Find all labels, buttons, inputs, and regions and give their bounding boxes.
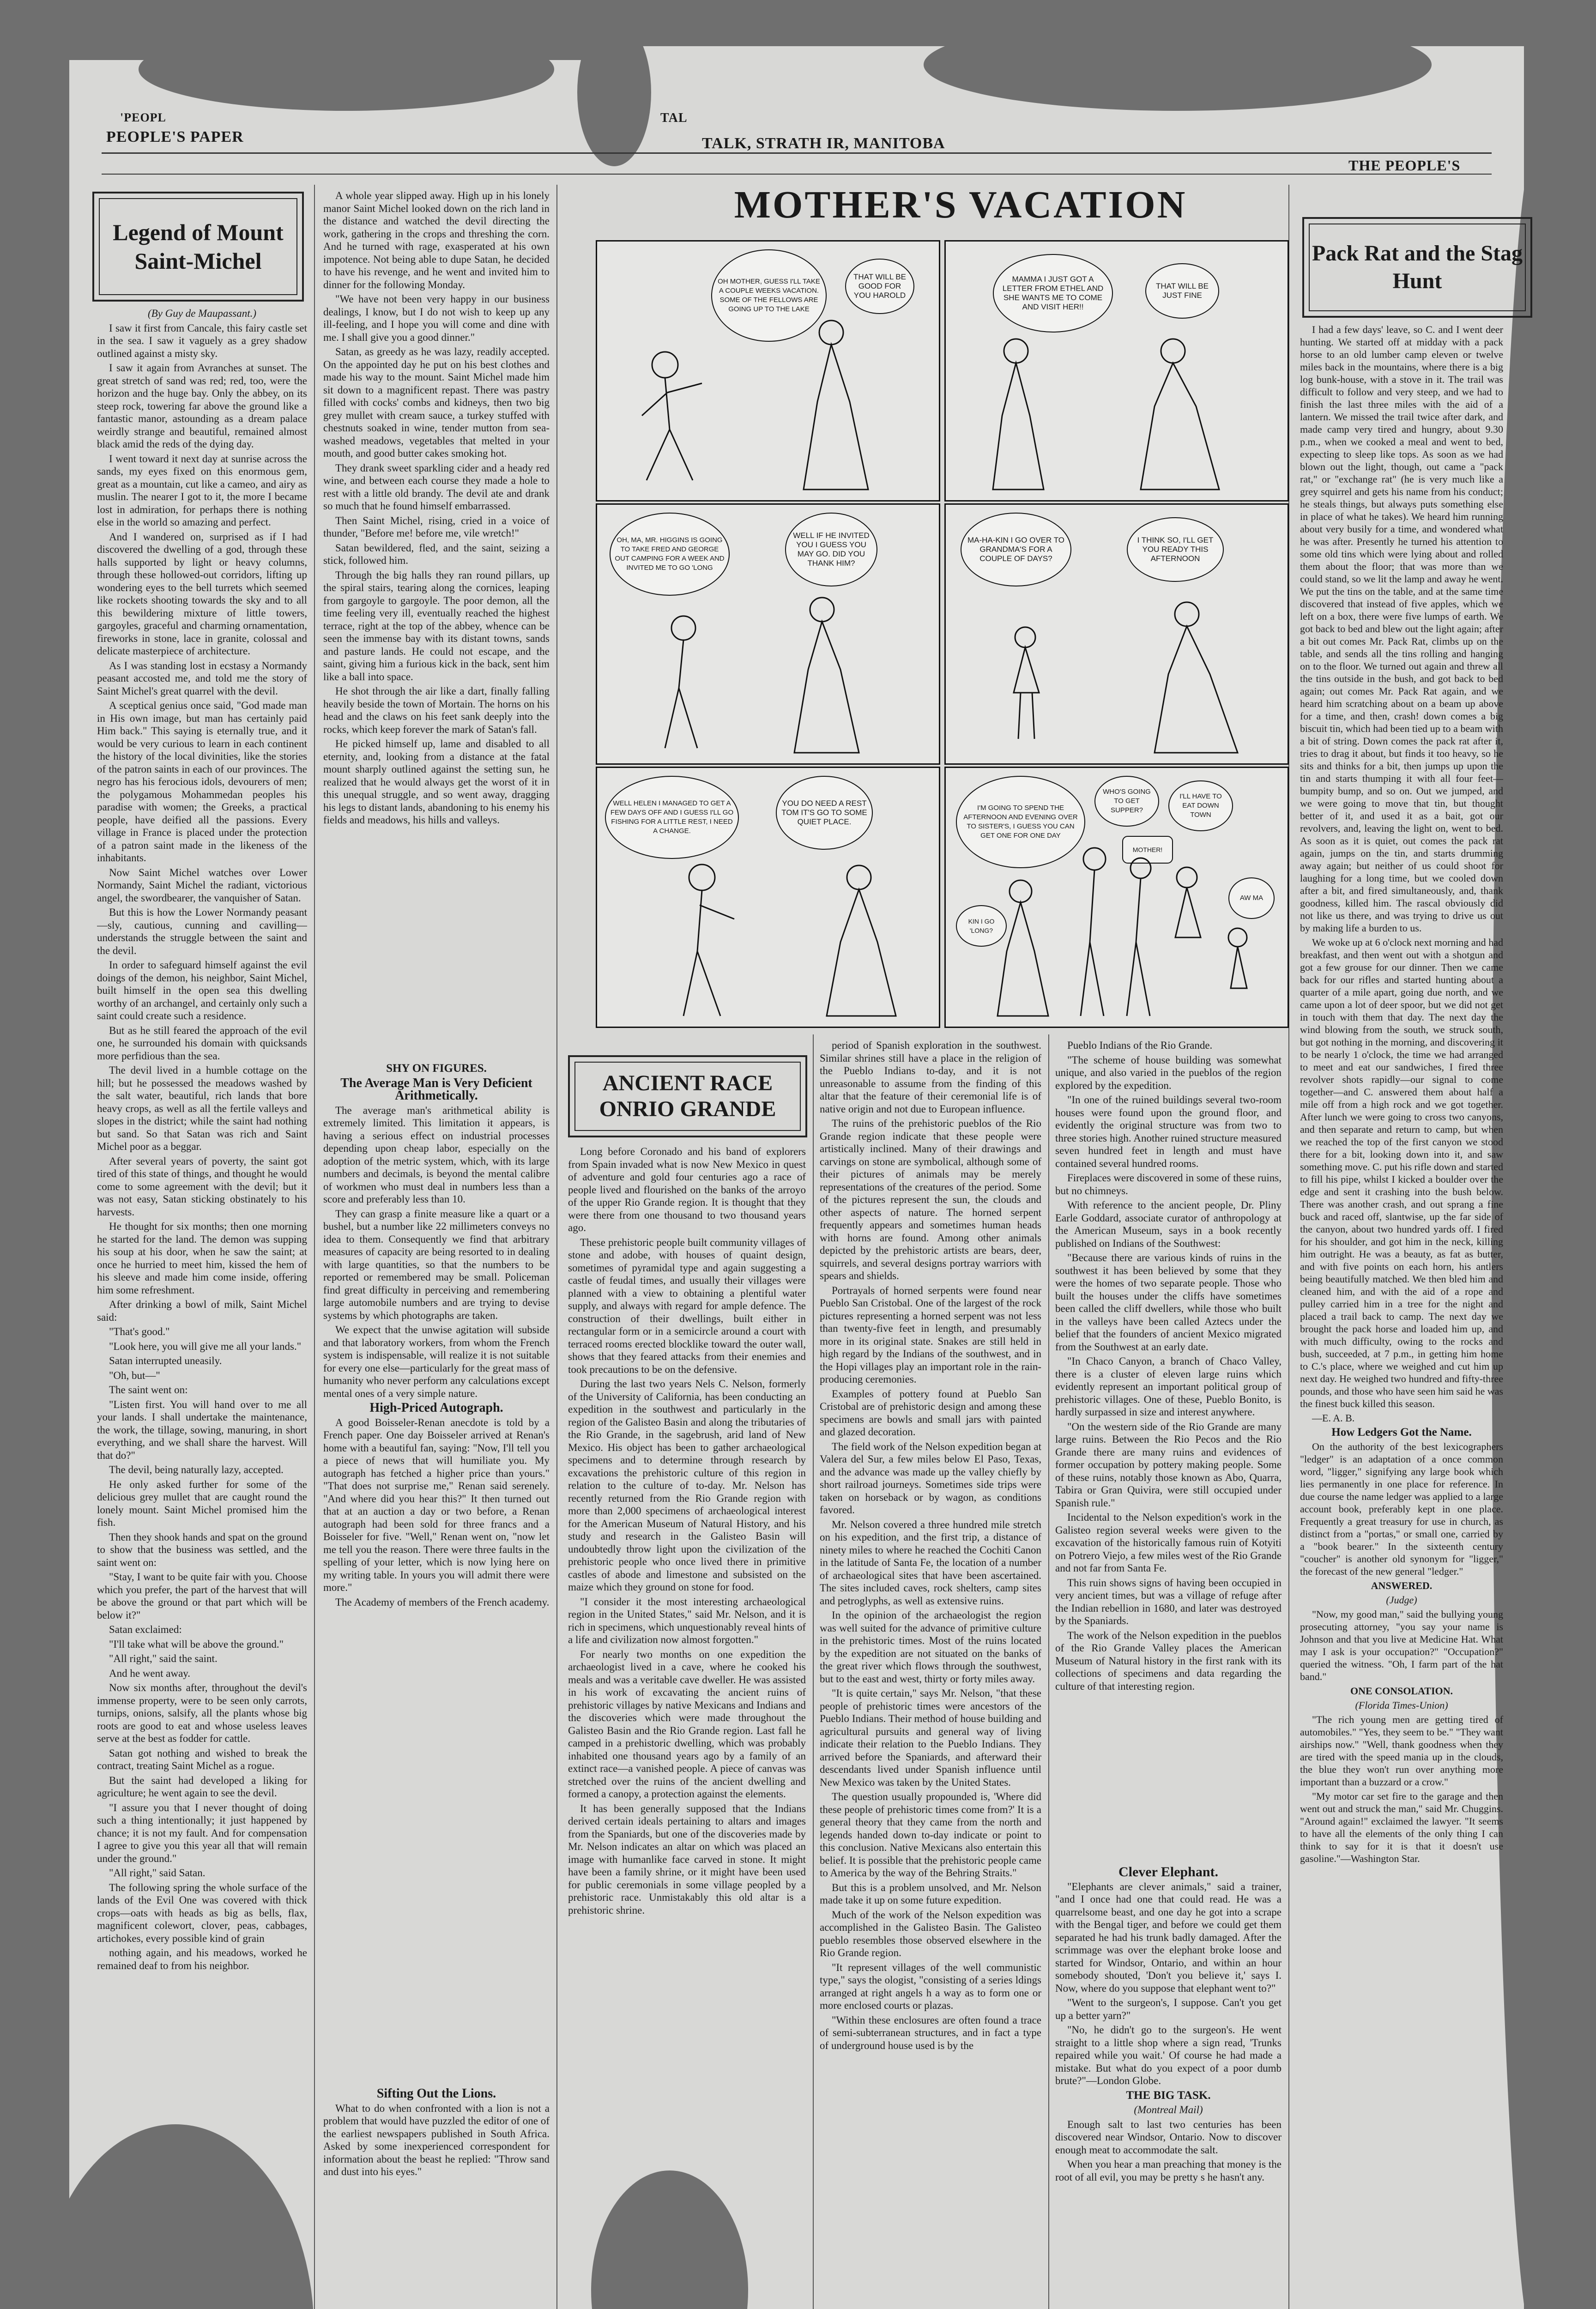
paragraph: During the last two years Nels C. Nelson, formerly of the University of California, has been conducting an expedition in the southwest and particularly in the region of the Galisteo Basin and along the tributaries of the Rio Grande, in the sagebrush, arid land of New Mexico. His object has been to gather archaeological specimens and to determine through research by excavations the prehistoric culture of this region in relation to the culture of to-day. Mr. Nelson has recently returned from the Rio Grande region with more than 2,000 specimens of archaeological interest for the American Museum of Natural History, and his study and research in the Galisteo Basin will undoubtedly throw light upon the civilization of the prehistoric people who once lived there in primitive castles of abode and limestone and subsisted on the maize which they ground on stone for food. — [568, 1378, 806, 1593]
paragraph: Now six months after, throughout the devil's immense property, were to be seen only carrots, turnips, onions, salsify, all the plants whose big roots are good to eat and whose useless leaves serve at the best as fodder for cattle. — [97, 1682, 307, 1744]
comic-title: MOTHER'S VACATION — [734, 183, 1187, 226]
paragraph: This ruin shows signs of having been occupied in very ancient times, but was a village of refuge after the Indian rebellion in 1680, and later was destroyed by the Spaniards. — [1055, 1577, 1282, 1626]
figure-head — [1177, 867, 1197, 888]
elephant-title: Clever Elephant. — [1118, 1866, 1219, 1880]
speech-balloon: WHO'S GOING TO GET SUPPER? — [1094, 776, 1159, 827]
paragraph: "Oh, but—" — [109, 1369, 160, 1381]
autograph-body — [323, 1416, 550, 1609]
figure-body — [683, 890, 734, 1016]
paragraph: They can grasp a finite measure like a quart or a bushel, but a number like 22 millimeters conveys no idea to them. Consequently we find that arbitrary measures of capacity are being resorted to in dealing with large quantities, so that the numbers to be reported or remembered may be small. Policeman find great difficulty in perceiving and remembering large automobile numbers and are trying to devise systems by which photographs are taken. — [323, 1208, 550, 1321]
ancient-title-box — [568, 1055, 807, 1137]
paragraph: period of Spanish exploration in the southwest. Similar shrines still have a place in the religion of the Pueblo Indians to-day, and it is not unreasonable to assume from the finding of this altar that the feature of their ceremonial life is of native origin and not due to European influence. — [820, 1040, 1041, 1115]
speech-balloon: WELL HELEN I MANAGED TO GET A FEW DAYS OFF AND I GUESS I'LL GO FISHING FOR A LITTLE REST, I NEED A CHANGE. — [605, 776, 739, 859]
paragraph: In the opinion of the archaeologist the region was well suited for the advance of primitive culture in the prehistoric times. Most of the ruins located by the expedition are not situated on the banks of the great river which flows through the southwest, but to the east and west, thirty or forty miles away. — [820, 1609, 1041, 1685]
elephant-body — [1055, 1880, 1282, 2087]
figures-subtitle: The Average Man is Very Deficient Arithmetically. — [340, 1076, 532, 1103]
lions-title: Sifting Out the Lions. — [376, 2087, 496, 2101]
packrat-title-box — [1302, 217, 1532, 318]
paragraph: In order to safeguard himself against the evil doings of the demon, his neighbor, Saint Michel, built himself in the open sea this dwelling worthy of an archangel, and certainly only such a saint could create such a residence. — [97, 959, 307, 1022]
paragraph: "I assure you that I never thought of doing such a thing intentionally; it just happened by chance; it is not my fault. And for compensation I agree to give you this year all that will remain under the ground." — [97, 1801, 307, 1864]
figures-body — [323, 1104, 550, 1400]
paragraph: "Went to the surgeon's, I suppose. Can't you get up a better yarn?" — [1055, 1997, 1282, 2021]
money-text: When you hear a man preaching that money is the root of all evil, you may be pretty s he hasn't any. — [1055, 2158, 1282, 2183]
big-task-source: (Montreal Mail) — [1134, 2104, 1203, 2116]
paragraph: What to do when confronted with a lion is not a problem that would have puzzled the editor of one of the earliest newspapers published in South Africa. Asked by some inexperienced correspondent for information about the beast he replied: "Throw sand and dust into his eyes." — [323, 2102, 550, 2177]
autograph-title: High-Priced Autograph. — [369, 1401, 503, 1415]
figure-body — [642, 378, 702, 480]
figures-title: SHY ON FIGURES. — [386, 1062, 487, 1075]
speech-balloon: OH, MA, MR. HIGGINS IS GOING TO TAKE FRED AND GEORGE OUT CAMPING FOR A WEEK AND INVITED ME TO GO 'LONG — [610, 513, 730, 596]
figure-body — [998, 902, 1048, 1016]
paragraph: But the saint had developed a liking for agriculture; he went again to see the devil. — [97, 1774, 307, 1799]
figure-body — [1141, 363, 1219, 490]
paragraph: A good Boisseler-Renan anecdote is told by a French paper. One day Boisseler arrived at Renan's home with a beautiful fan, saying: "Now, I'll tell you a piece of news that will humiliate you. My autograph has fetched a higher price than yours." "That does not surprise me," Renan said serenely. "And where did you hear this?" It then turned out that at an auction a day or two before, a Renan autograph had been sold for three francs and a Boisseler for five. "Well," Renan went on, "now let me tell you the reason. There were three faults in the spelling of your letter, which is now lying here on my writing table. In yours you will admit there were more." — [323, 1416, 550, 1593]
masthead-right: THE PEOPLE'S — [1348, 157, 1461, 174]
paragraph: "I consider it the most interesting archaeological region in the United States," said Mr. Nelson, and it is rich in specimens, which unquestionably reveal hints of a life and civilization now almost forgotten." — [568, 1596, 806, 1645]
figure-head — [1161, 339, 1185, 363]
speech-balloon: OH MOTHER, GUESS I'LL TAKE A COUPLE WEEKS VACATION. SOME OF THE FELLOWS ARE GOING UP TO THE LAKE — [711, 249, 827, 342]
figure-body — [1127, 878, 1150, 1016]
big-task-text: Enough salt to last two centuries has been discovered near Windsor, Ontario. Now to discover enough meat to accommodate the salt. — [1055, 2118, 1282, 2156]
paragraph: Through the big halls they ran round pillars, up the spiral stairs, tearing along the cornices, leaping from gargoyle to gargoyle. The poor demon, all the time feeling very ill, eventually reached the highest terrace, right at the top of the abbey, whence can be seen the immense bay with its distant towns, sands and pasture lands. He could not escape, and the saint, giving him a furious kick in the back, sent him like a ball into space. — [323, 569, 550, 683]
paragraph: Examples of pottery found at Pueblo San Cristobal are of prehistoric design and among these specimens are bowls and small jars with painted and glazed decoration. — [820, 1388, 1041, 1438]
paragraph: He thought for six months; then one morning he started for the land. The demon was supping his soup at his door, when he saw the saint; at once he hurried to meet him, kissed the hem of his sleeve and made him come inside, offering him some refreshment. — [97, 1221, 307, 1296]
figure-head — [819, 320, 843, 345]
paragraph: Satan bewildered, fled, and the saint, seizing a stick, followed him. — [323, 542, 550, 566]
answered-title: ANSWERED. — [1371, 1580, 1433, 1591]
paragraph: —E. A. B. — [1312, 1412, 1355, 1424]
figure-head — [1083, 848, 1106, 870]
ancient-title-inner-frame — [574, 1062, 801, 1131]
paragraph: "Look here, you will give me all your lands." — [109, 1340, 302, 1352]
paragraph: "In Chaco Canyon, a branch of Chaco Valley, there is a cluster of eleven large ruins which evidently represent an important political group of prehistoric villages. One of these, Pueblo Bonito, is hardly surpassed in size and interest anywhere. — [1055, 1355, 1282, 1418]
paragraph: Incidental to the Nelson expedition's work in the Galisteo region several weeks were given to the excavation of the historically famous ruin of Kotyiti on Potrero Viejo, a few miles west of the Rio Grande and not far from Santa Fe. — [1055, 1511, 1282, 1574]
paragraph: The average man's arithmetical ability is extremely limited. This limitation it appears, is having a serious effect on industrial processes depending upon cheap labor, especially on the adoption of the metric system, which, with its large numbers and decimals, is beyond the mental calibre of workmen who must deal in numbers less than a score and preferably less than 10. — [323, 1104, 550, 1205]
paragraph: Satan exclaimed: — [109, 1624, 182, 1635]
paragraph: I went toward it next day at sunrise across the sands, my eyes fixed on this enormous gem, great as a mountain, cut like a cameo, and airy as muslin. The nearer I got to it, the more I became lost in admiration, for perhaps there is nothing else in the world so amazing and perfect. — [97, 453, 307, 528]
paragraph: Pueblo Indians of the Rio Grande. — [1067, 1040, 1213, 1051]
paragraph: "I'll take what will be above the ground." — [109, 1638, 284, 1650]
paragraph: With reference to the ancient people, Dr. Pliny Earle Goddard, associate curator of anthropology at the American Museum, says in a book recently published on Indians of the Southwest: — [1055, 1199, 1282, 1249]
paragraph: We expect that the unwise agitation will subside and that laboratory workers, from whom the French system is indispensable, will realize it is not suitable for every one else—particularly for the great mass of humanity who never perform any calculations except mental ones of a very simple nature. — [323, 1324, 550, 1399]
paragraph: The ruins of the prehistoric pueblos of the Rio Grande region indicate that these people were artistically inclined. Many of their drawings and carvings on stone are symbolical, although some of their pictures of animals may be merely representations of the creatures of the period. Some of the pictures represent the sun, the clouds and other aspects of nature. The horned serpent frequently appears and sometimes human heads with horns are found. Among other animals depicted by the prehistoric artists are bears, deer, squirrels, and several designs portray warriors with spears and shields. — [820, 1118, 1041, 1281]
paragraph: Portrayals of horned serpents were found near Pueblo San Cristobal. One of the largest of the rock pictures representing a horned serpent was not less than twenty-five feet in length, and presumably more in its original state. Snakes are still held in high regard by the Indians of the southwest, and in the Hopi villages play an important role in the rain-producing ceremonies. — [820, 1284, 1041, 1385]
speech-balloon: I'M GOING TO SPEND THE AFTERNOON AND EVENING OVER TO SISTER'S, I GUESS YOU CAN GET ONE FOR ONE DAY — [956, 776, 1085, 868]
paragraph: "On the western side of the Rio Grande are many large ruins. Between the Rio Pecos and the Rio Grande there are many ruins and evidences of former occupation by pottery making people. Some of these ruins, notably those known as Abo, Quarra, Tabira or Gran Quivira, were still occupied under Spanish rule." — [1055, 1420, 1282, 1509]
column-rule — [1048, 1034, 1049, 2309]
paragraph: The saint went on: — [109, 1384, 188, 1396]
packrat-title: Pack Rat and the Stag Hunt — [1312, 241, 1523, 293]
figure-head — [652, 352, 678, 378]
figure-head — [1228, 928, 1247, 947]
figure-head — [847, 865, 871, 889]
paragraph: But this is how the Lower Normandy peasant—sly, cautious, cunning and cavilling—understands the struggle between the saint and the devil. — [97, 907, 307, 956]
paragraph: The work of the Nelson expedition in the pueblos of the Rio Grande Valley places the American Museum of Natural history in the first rank with its collections of specimens and data regarding the culture of that interesting region. — [1055, 1629, 1282, 1692]
speech-balloon: KIN I GO 'LONG? — [956, 905, 1007, 947]
paragraph: After several years of poverty, the saint got tired of this state of things, and thought he would come to some agreement with the devil; but it was not easy, Satan sticking obstinately to his harvests. — [97, 1155, 307, 1218]
figure-head — [1175, 602, 1199, 626]
figure-head — [1015, 627, 1035, 647]
paragraph: Satan, as greedy as he was lazy, readily accepted. On the appointed day he put on his best clothes and made his way to the mount. Saint Michel made him sit down to a magnificent repast. There was pastry filled with cocks' combs and kidneys, then two big grey mullet with cream sauce, a turkey stuffed with chestnuts soaked in wine, tender mutton from sea-washed meadows, vegetables that melted in your mouth, and good butter cakes smoking hot. — [323, 346, 550, 459]
paragraph: As I was standing lost in ecstasy a Normandy peasant accosted me, and told me the story of Saint Michel's great quarrel with the devil. — [97, 659, 307, 697]
paragraph: The devil lived in a humble cottage on the hill; but he possessed the meadows washed by the salt water, beautiful, rich lands that bore heavy crops, as well as all the fertile valleys and slopes in the district; while the saint had nothing but sand. So that Satan was rich and Saint Michel poor as a beggar. — [97, 1064, 307, 1152]
ancient-title: ANCIENT RACE ONRIO GRANDE — [599, 1071, 776, 1121]
paragraph: "Because there are various kinds of ruins in the southwest it has been believed by some that they were the homes of two separate people. Those who built the houses under the cliffs have sometimes been called the cliff dwellers, while those who built in the valleys have been called Aztecs under the belief that the founders of ancient Mexico migrated from the Southwest at an early date. — [1055, 1252, 1282, 1353]
packrat-title-inner-frame — [1309, 224, 1526, 311]
figure-body — [665, 640, 697, 748]
elephant-article — [1055, 1866, 1282, 2309]
figure-head — [1130, 858, 1151, 878]
lions-body — [323, 2102, 550, 2178]
paragraph: We woke up at 6 o'clock next morning and had breakfast, and then went out with a shotgun and got a few grouse for our dinner. Then we came back for our rifles and started hunting about a quarter of a mile apart, going due north, and we came upon a lot of deer spoor, but we did not get in touch with them that day. The next day the wind blowing from the south, we struck south, but got nothing in the morning, and discovering it to be nearly 1 o'clock, the time we had arranged to meet and eat our sandwiches, I fired three revolver shots rapidly—our signal to come together—and C. answered them about half a mile off from a high rock and we got together. After lunch we were going to cross two canyons, and then separate and return to camp, but when we reached the top of the first canyon we stood there for a bit, looking down into it, and saw something move. C. put his rifle down and started to fill his pipe, whilst I kicked a boulder over the edge and sent it crashing into the bush below. There was another crash, and out sprang a fine buck and raced off, slantwise, up the far side of the canyon, about two hundred yards off. I fired for his shoulder, and got him in the neck, killing him outright. He was a beauty, as fat as butter, and with five points on each horn, his antlers being beautifully matched. We then bled him and cleaned him, and with the aid of a rope and pulley carried him in a tree for the night and placed a trail back to camp. The next day we brought the pack horse and loaded him up, and with much difficulty, owing to the rocks and bush, succeeded, at 7 p.m., in getting him home to C.'s place, where we weighed and cut him up next day. He weighed two hundred and fifty-three pounds, and those who have seen him said he was the finest buck killed this season. — [1300, 937, 1503, 1409]
masthead-left: PEOPLE'S PAPER — [106, 128, 244, 145]
paragraph: The Academy of members of the French academy. — [335, 1596, 550, 1608]
figure-body — [1155, 626, 1238, 753]
paragraph: "Within these enclosures are often found a trace of semi-subterranean structures, and in fact a type of underground house used is by the — [820, 2014, 1041, 2051]
lions-article — [323, 2087, 550, 2309]
paragraph: He shot through the air like a dart, finally falling heavily beside the town of Mortain. The horns on his head and the claws on his feet sank deeply into the rocks, which keep forever the mark of Satan's fall. — [323, 685, 550, 735]
consolation-source: (Florida Times-Union) — [1355, 1699, 1448, 1711]
speech-balloon: MOTHER! — [1122, 836, 1173, 864]
paragraph: These prehistoric people built community villages of stone and adobe, with houses of quaint design, sometimes of pyramidal type and again suggesting a castle of feudal times, and usually their villages were planned with a view to obtaining a plentiful water supply, and always with regard for ample defence. The construction of their dwellings, built either in rectangular form or in a semicircle around a court with terraced rooms erected blocklike toward the outer wall, shows that they feared attacks from their enemies and took precautions to be on the defensive. — [568, 1236, 806, 1375]
figure-body — [1014, 647, 1039, 739]
speech-balloon: WELL IF HE INVITED YOU I GUESS YOU MAY GO. DID YOU THANK HIM? — [785, 513, 877, 586]
ancient-column-3 — [1055, 1039, 1282, 1861]
masthead-center: TALK, STRATH IR, MANITOBA — [702, 135, 945, 152]
packrat-column — [1300, 323, 1503, 2309]
speech-balloon: MA-HA-KIN I GO OVER TO GRANDMA'S FOR A COUPLE OF DAYS? — [961, 513, 1071, 586]
paragraph: Now Saint Michel watches over Lower Normandy, Saint Michel the radiant, victorious angel, the swordbearer, the vanquisher of Satan. — [97, 866, 307, 904]
figure-body — [1175, 888, 1201, 937]
paragraph: The field work of the Nelson expedition began at Valera del Sur, a few miles below El Paso, Texas, and the advance was made up the valley chiefly by short railroad journeys. Sometimes side trips were taken on horseback or by wagon, as conditions favored. — [820, 1440, 1041, 1516]
paragraph: The devil, being naturally lazy, accepted. — [109, 1464, 284, 1475]
paragraph: The question usually propounded is, 'Where did these people of prehistoric times come from?' It is a general theory that they came from the north and legends handed down to-day indicate or point to this conclusion. Native Mexicans also entertain this belief. It is possible that the prehistoric people came to America by the way of the Behring Straits." — [820, 1791, 1041, 1879]
last-text: "My motor car set fire to the garage and then went out and struck the man," said Mr. Chuggins. "Around again!" exclaimed the lawyer. "It seems to have all the elements of the only thing I can think to say for it is that it doesn't use gasoline."—Washington Star. — [1300, 1790, 1503, 1864]
paragraph: "Stay, I want to be quite fair with you. Choose which you prefer, the part of the harvest that will be above the ground or that part which will be below it?" — [97, 1571, 307, 1621]
figure-body — [804, 345, 868, 490]
paragraph: "No, he didn't go to the surgeon's. He went straight to a little shop where a sign read, 'Trunks repaired while you wait.' Of course he had made a mistake. But what do you expect of a poor dumb brute?"—London Globe. — [1055, 2024, 1282, 2086]
legend-byline: (By Guy de Maupassant.) — [147, 308, 257, 319]
figure-body — [993, 363, 1044, 490]
figure-body — [794, 622, 859, 753]
answered-source: (Judge) — [1386, 1594, 1417, 1606]
paragraph: A sceptical genius once said, "God made man in His own image, but man has certainly paid Him back." This saying is eternally true, and it would be very curious to learn in each continent the history of the local divinities, like the stories of the patron saints in each of our provinces. The negro has his ferocious idols, devourers of men; the polygamous Mohammedan peoples his paradise with women; the Greeks, a practical people, have deified all the passions. Every village in France is placed under the protection of a patron saint made in the likeness of the inhabitants. — [97, 700, 307, 864]
column-rule — [813, 1034, 814, 2309]
figure-head — [689, 864, 715, 890]
paragraph: The following spring the whole surface of the lands of the Evil One was covered with thick crops—oats with heads as big as bells, flax, magnificent colewort, clover, peas, cabbages, artichokes, every possible kind of grain — [97, 1881, 307, 1944]
masthead-center-fragment: TAL — [660, 111, 688, 125]
paragraph: After drinking a bowl of milk, Saint Michel said: — [97, 1299, 307, 1323]
legend-title: Legend of Mount Saint-Michel — [113, 219, 284, 274]
consolation-title: ONE CONSOLATION. — [1350, 1685, 1453, 1697]
ancient-column-2 — [820, 1039, 1041, 2309]
big-task-title: THE BIG TASK. — [1126, 2089, 1211, 2102]
paragraph: I saw it first from Cancale, this fairy castle set in the sea. I saw it vaguely as a grey shadow outlined against a misty sky. — [97, 322, 307, 359]
paragraph: Much of the work of the Nelson expedition was accomplished in the Galisteo Basin. The Galisteo pueblo resembles those observed elsewhere in the Rio Grande region. — [820, 1909, 1041, 1958]
paragraph: Satan interrupted uneasily. — [109, 1355, 222, 1366]
paragraph: I saw it again from Avranches at sunset. The great stretch of sand was red; red, too, were the horizon and the huge bay. Only the abbey, on its steep rock, towering far above the ground like a fantastic manor, astounding as a dream palace weirdly strange and beautiful, remained almost black amid the reds of the dying day. — [97, 362, 307, 450]
figure-body — [1231, 947, 1247, 988]
paragraph: I had a few days' leave, so C. and I went deer hunting. We started off at midday with a pack horse to an old lumber camp eleven or twelve miles back in the mountains, where there is a big log bunk-house, with a stove in it. The trail was difficult to follow and very steep, and we had to finish the last three miles with the aid of a lantern. We missed the trail twice after dark, and made camp very tired and hungry, about 9.30 p.m., when we cooked a meal and went to bed, expecting to sleep like tops. As soon as we had blown out the light, though, out came a "pack rat," or "exchange rat" (he is very much like a grey squirrel and gets his name from his conduct; he steals things, but always puts something else in place of what he takes). We heard him running about very busily for a time, and wondered what he was after. Presently he turned his attention to some old tins which were lying about and rolled them about the floor; that was more than we could stand, so we lit the lamp and away he went. We put the tins on the table, and at the same time discovered that instead of five apples, which we left on a box, there were five lumps of earth. We got back to bed and blew out the light again; after a bit out comes Mr. Pack Rat, climbs up on the table, and sends all the tins rolling and hanging on to the floor. We turned out again and threw all the tins outside in the bush, and got back to bed again; out comes Mr. Pack Rat again, and we heard him scratching about on a beam up above for a time, and then, crash! down comes a big biscuit tin, which had been tied up to a beam with a bit of string. Down comes the pack rat after it, tries to drag it about, but finds it too heavy, so he sits and thinks for a bit, then jumps up upon the tin and starts thumping it with all four feet—bumpity bump, and so on. Out we jumped, and we were going to move that tin, but thought better of it, and used it as a bait, got our revolvers, and, leaving the light on, went to bed. As soon as it is quiet, out comes the pack rat again, jumps on the tin, and starts drumming away again; but neither of us could shoot for laughing for a long time, but we cooled down after a bit, and fired simultaneously, and, thank goodness, killed him. The rascal obviously did not like us there, and was trying to drive us out by making life a burden to us. — [1300, 324, 1503, 934]
paragraph: "Elephants are clever animals," said a trainer, "and I once had one that could read. He was a quarrelsome beast, and one day he got into a scrape with the Bengal tiger, and before we could get them separated he had his trunk badly damaged. After the scrimmage was over the elephant broke loose and started for Windsor, Ontario, and within an hour somebody shouted, 'Don't you believe it,' says I. Now, where do you suppose that elephant went to?" — [1055, 1880, 1282, 1994]
paragraph: And I wandered on, surprised as if I had discovered the dwelling of a god, through these halls supported by light or heavy columns, through these hollowed-out corridors, lifting up wondering eyes to the bell turrets which seemed like rockets shooting towards the sky and to all this bewildering mixture of little towers, gargoyles, graceful and charming ornamentation, fireworks in stone, lace in granite, colossal and delicate masterpiece of architecture. — [97, 531, 307, 657]
paragraph: Then Saint Michel, rising, cried in a voice of thunder, "Before me! before me, vile wretch!" — [323, 514, 550, 539]
paragraph: But as he still feared the approach of the evil one, he surrounded his domain with quicksands more perfidious than the sea. — [97, 1024, 307, 1062]
figures-article — [323, 1062, 550, 1801]
ancient-column-1 — [568, 1145, 806, 2309]
paragraph: "All right," said Satan. — [109, 1867, 206, 1879]
paragraph: Satan got nothing and wished to break the contract, treating Saint Michel as a rogue. — [97, 1747, 307, 1771]
figure-head — [1010, 880, 1032, 902]
paragraph: He only asked further for some of the delicious grey mullet that are caught round the lonely mount. Saint Michel promised him the fish. — [97, 1478, 307, 1528]
paragraph: "The scheme of house building was somewhat unique, and also varied in the pueblos of the region explored by the expedition. — [1055, 1054, 1282, 1091]
paragraph: "We have not been very happy in our business dealings, I know, but I do not wish to keep up any ill-feeling, and I hope you will come and dine with me. I shall give you a good dinner." — [323, 293, 550, 343]
paragraph: Mr. Nelson covered a three hundred mile stretch on his expedition, and the first trip, a distance of ninety miles to where he reached the Cochiti Canon in the latitude of Santa Fe, the location of a number of archaeological sites that have been ascertained. The sites included caves, rock shelters, camp sites and petroglyphs, as well as extensive ruins. — [820, 1518, 1041, 1607]
paragraph: And he went away. — [109, 1667, 191, 1679]
speech-balloon: THAT WILL BE JUST FINE — [1145, 263, 1219, 319]
figure-body — [827, 889, 896, 1016]
speech-balloon: YOU DO NEED A REST TOM IT'S GO TO SOME QUIET PLACE. — [776, 776, 873, 850]
paragraph: "That's good." — [109, 1326, 170, 1337]
paragraph: Then they shook hands and spat on the ground to show that the business was settled, and the saint went on: — [97, 1531, 307, 1568]
paragraph: "In one of the ruined buildings several two-room houses were found upon the ground floor, and evidently the original structure was from two to three stories high. Another ruined structure measured seven hundred feet in length and must have contained several hundred rooms. — [1055, 1094, 1282, 1169]
figure-head — [1004, 339, 1028, 363]
figure-head — [671, 616, 695, 640]
ledgers-title: How Ledgers Got the Name. — [1331, 1426, 1472, 1439]
paragraph: "It represent villages of the well communistic type," says the ologist, "consisting of a series ldings arranged at right angels h a way as to form one or more enclosed courts or plazas. — [820, 1961, 1041, 2011]
masthead-left-fragment: 'PEOPL — [120, 111, 166, 124]
paragraph: He picked himself up, lame and disabled to all eternity, and, looking from a distance at the fatal mount sharply outlined against the setting sun, he realized that he would always get the worst of it in this unequal struggle, and so went away, dragging his legs to distant lands, abandoning to his enemy his fields and meadows, his hills and valleys. — [323, 738, 550, 826]
figure-body — [1081, 870, 1104, 1016]
ledgers-text: On the authority of the best lexicographers "ledger" is an adaptation of a once common word, "ligger," signifying any large book which lies permanently in one place for reference. In due course the name ledger was applied to a large account book, preferably kept in one place. Frequently a great treasury for use in church, as distinct from a "portas," or small one, carried by a "book bearer." In the sixteenth century "coucher" is another old synonym for "ligger," the forecast of the new general "ledger." — [1300, 1441, 1503, 1577]
paragraph: A whole year slipped away. High up in his lonely manor Saint Michel looked down on the rich land in the distance and watched the devil directing the work, gathering in the crops and threshing the corn. And he turned with rage, exasperated at his own impotence. Not being able to dupe Satan, he decided to have his revenge, and he went and invited him to dinner for the following Monday. — [323, 190, 550, 290]
paragraph: Long before Coronado and his band of explorers from Spain invaded what is now New Mexico in quest of adventure and gold four centuries ago a race of people lived and flourished on the banks of the arroyo of the upper Rio Grande region. It is thought that they were there from one thousand to two thousand years ago. — [568, 1146, 806, 1233]
speech-balloon: I'LL HAVE TO EAT DOWN TOWN — [1168, 780, 1233, 831]
figure-head — [810, 598, 834, 622]
paragraph: nothing again, and his meadows, worked he remained deaf to from his neighbor. — [97, 1947, 307, 1971]
paragraph: It has been generally supposed that the Indians derived certain ideals pertaining to altars and images from the Spaniards, but one of the discoveries made by Mr. Nelson indicates an altar on which was placed an image with humanlike face carved in stone. It might have been a family shrine, or it might have been used for public ceremonials in some village peopled by a prehistoric race. Unmistakably this old altar is a prehistoric shrine. — [568, 1802, 806, 1916]
consolation-text: "The rich young men are getting tired of automobiles." "Yes, they seem to be." "They want airships now." "Well, thank goodness when they are tired with the speed mania up in the clouds, the blue they won't run over anything more important than a buzzard or a crow." — [1300, 1714, 1503, 1788]
speech-balloon: I THINK SO, I'LL GET YOU READY THIS AFTERNOON — [1127, 517, 1224, 582]
paragraph: "Listen first. You will hand over to me all your lands. I shall undertake the maintenance, the work, the tillage, sowing, manuring, in short everything, and we shall share the harvest. Will that do?" — [97, 1398, 307, 1461]
speech-balloon: AW MA — [1228, 877, 1275, 919]
paragraph: "All right," said the saint. — [109, 1653, 218, 1664]
paragraph: Fireplaces were discovered in some of these ruins, but no chimneys. — [1055, 1172, 1282, 1197]
paragraph: But this is a problem unsolved, and Mr. Nelson made take it up on some future expedition. — [820, 1881, 1041, 1906]
paragraph: They drank sweet sparkling cider and a heady red wine, and between each course they made a hole to rest with a little old brandy. The devil ate and drank so much that he found himself embarrassed. — [323, 462, 550, 512]
answered-text: "Now, my good man," said the bullying young prosecuting attorney, "you say your name is Johnson and that you live at Medicine Hat. What may I ask is your occupation?" "Occupation?" queried the witness. "Oh, I farm part of the hat band." — [1300, 1608, 1503, 1682]
packrat-body — [1300, 323, 1503, 1424]
speech-balloon: MAMMA I JUST GOT A LETTER FROM ETHEL AND SHE WANTS ME TO COME AND VISIT HER!! — [993, 254, 1113, 332]
paragraph: For nearly two months on one expedition the archaeologist lived in a cave, where he cooked his meals and was a veritable cave dweller. He was assisted in his work of excavating the ancient ruins of prehistoric villages by native Mexicans and Indians and the discoveries which were made throughout the Galisteo Basin and the Rio Grande region. Last fall he camped in a prehistoric dwelling, which was probably inhabited one thousand years ago by a family of an extinct race—a vanished people. A piece of canvas was stretched over the ruins of the ancient dwelling and formed a canopy, a protection against the elements. — [568, 1648, 806, 1800]
paragraph: "It is quite certain," says Mr. Nelson, "that these people of prehistoric times were ancestors of the Pueblo Indians. Their method of house building and agricultural pursuits and general way of living indicate their relation to the Pueblo Indians. They arrived before the Spaniards, and afterward their descendants lived under Spanish influence until New Mexico was taken by the United States. — [820, 1687, 1041, 1788]
speech-balloon: THAT WILL BE GOOD FOR YOU HAROLD — [845, 259, 914, 314]
